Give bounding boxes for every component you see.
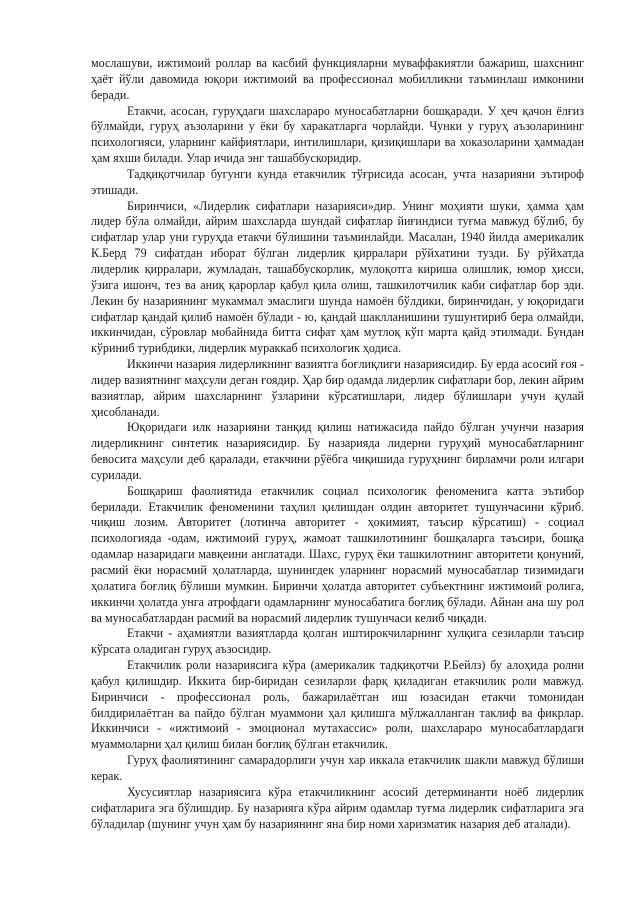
paragraph-11: Хусусиятлар назариясига кўра етакчиликнинг асосий детерминанти ноёб лидерлик сифатларига эга бўлишдир. Бу назарияга кўра айрим одамлар туғма лидерлик сифатларига эга бўладилар (шунинг учун ҳам бу назариянинг яна бир номи харизматик назария деб аталади). [91,784,584,831]
paragraph-9: Етакчилик роли назариясига кўра (америкалик тадқиқотчи Р.Бейлз) бу алоҳида ролни қабул қилишдир. Иккита бир-биридан сезиларли фарқ қиладиган етакчилик роли мавжуд. Биринчиси - профессионал роль, бажарилаётган иш юзасидан етакчи томонидан билдирилаётган ва пайдо бўлган муаммони ҳал қилишга мўлжалланган таклиф ва фикрлар. Иккинчиси - «ижтимоий - эмоционал мутахассис» роли, шахслараро муносабатлардаги муаммоларни ҳал қилиш билан боғлиқ бўлган етакчилик. [91,658,584,752]
paragraph-7: Бошқариш фаолиятида етакчилик социал психологик феноменига катта эътибор берилади. Етакчилик феноменини таҳлил қилишдан олдин авторитет тушунчасини кўриб. чиқиш лозим. Авторитет (лотинча авторитет - ҳокимият, таъсир кўрсатиш) - социал психологияда -одам, ижтимоий гуруҳ, жамоат ташкилотининг бошқаларга таъсири, бошқа одамлар назаридаги мавқеини англатади. Шахс, гуруҳ ёки ташкилотнинг авторитети қонуний, расмий ёки норасмий ҳолатларда, шунингдек уларнинг норасмий муносабатлар тизимидаги ҳолатига боғлиқ бўлиши мумкин. Биринчи ҳолатда авторитет субъектнинг ижтимоий ролига, иккинчи ҳолатда унга атрофдаги одамларнинг муносабатига боғлиқ бўлади. Айнан ана шу рол ва муносабатлардан расмий ва норасмий лидерлик тушунчаси келиб чиқади. [91,483,584,625]
paragraph-2: Етакчи, асосан, гуруҳдаги шахслараро муносабатларни бошқаради. У ҳеч қачон ёлғиз бўлмайди, гуруҳ аъзоларини у ёки бу харакатларга чорлайди. Чунки у гуруҳ аъзоларининг психологияси, уларнинг кайфиятлари, интилишлари, қизиқишлари ва хоказоларини ҳаммадан ҳам яхши билади. Улар ичида энг ташаббускоридир. [91,103,584,166]
paragraph-8: Етакчи - аҳамиятли вазиятларда қолган иштирокчиларнинг хулқига сезиларли таъсир кўрсата оладиган гуруҳ аъзосидир. [91,626,584,657]
paragraph-10: Гуруҳ фаолиятининг самарадорлиги учун хар иккала етакчилик шакли мавжуд бўлиши керак. [91,753,584,783]
paragraph-4: Биринчиси, «Лидерлик сифатлари назарияси»дир. Унинг моҳияти шуки, ҳамма ҳам лидер бўла олмайди, айрим шахсларда шундай сифатлар йиғиндиси туғма мавжуд бўлиб, бу сифатлар улар уни гуруҳда етакчи бўлишини таъминлайди. Масалан, 1940 йилда америкалик К.Берд 79 сифатдан иборат бўлган лидерлик қирралари рўйхатини тузди. Бу рўйхатда лидерлик қирралари, жумладан, ташаббускорлик, мулоқотга кириша олишлик, юмор ҳисси, ўзига ишонч, тез ва аниқ қарорлар қабул қила олиш, ташкилотчилик каби сифатлар бор эди. Лекин бу назариянинг мукаммал эмаслиги шунда намоён бўлдики, биринчидан, у юқоридаги сифатлар қандай қилиб намоён бўлади - ю, қандай шаклланишини тушунтириб бера олмайди, иккинчидан, сўровлар мобайнида битта сифат ҳам мутлоқ кўп марта қайд этилмади. Бундан кўриниб турибдики, лидерлик мураккаб психологик ҳодиса. [91,198,584,356]
document-page [91,56,584,832]
paragraph-6: Юқоридаги илк назарияни танқид қилиш натижасида пайдо бўлган учунчи назария лидерликнинг синтетик назариясидир. Бу назарияда лидерни гуруҳий муносабатларнинг бевосита маҳсули деб қаралади, етакчини рўёбга чиқишида гуруҳнинг бирламчи роли илгари сурилади. [91,420,584,482]
paragraph-5: Иккинчи назария лидерликнинг вазиятга боғлиқлиги назариясидир. Бу ерда асосий ғоя - лидер вазиятнинг маҳсули деган ғоядир. Ҳар бир одамда лидерлик сифатлари бор, лекин айрим вазиятлар, айрим шахсларнинг ўзларини кўрсатишлари, лидер бўлишлари учун қулай ҳисобланади. [91,357,584,419]
paragraph-3: Тадқиқотчилар бугунги кунда етакчилик тўғрисида асосан, учта назарияни эътироф этишади. [91,166,584,197]
paragraph-1: мослашуви, ижтимоий роллар ва касбий функцияларни муваффакиятли бажариш, шахснинг ҳаёт йўли давомида юқори ижтимоий ва профессионал мобилликни таъминлаш имконини беради. [91,56,584,102]
